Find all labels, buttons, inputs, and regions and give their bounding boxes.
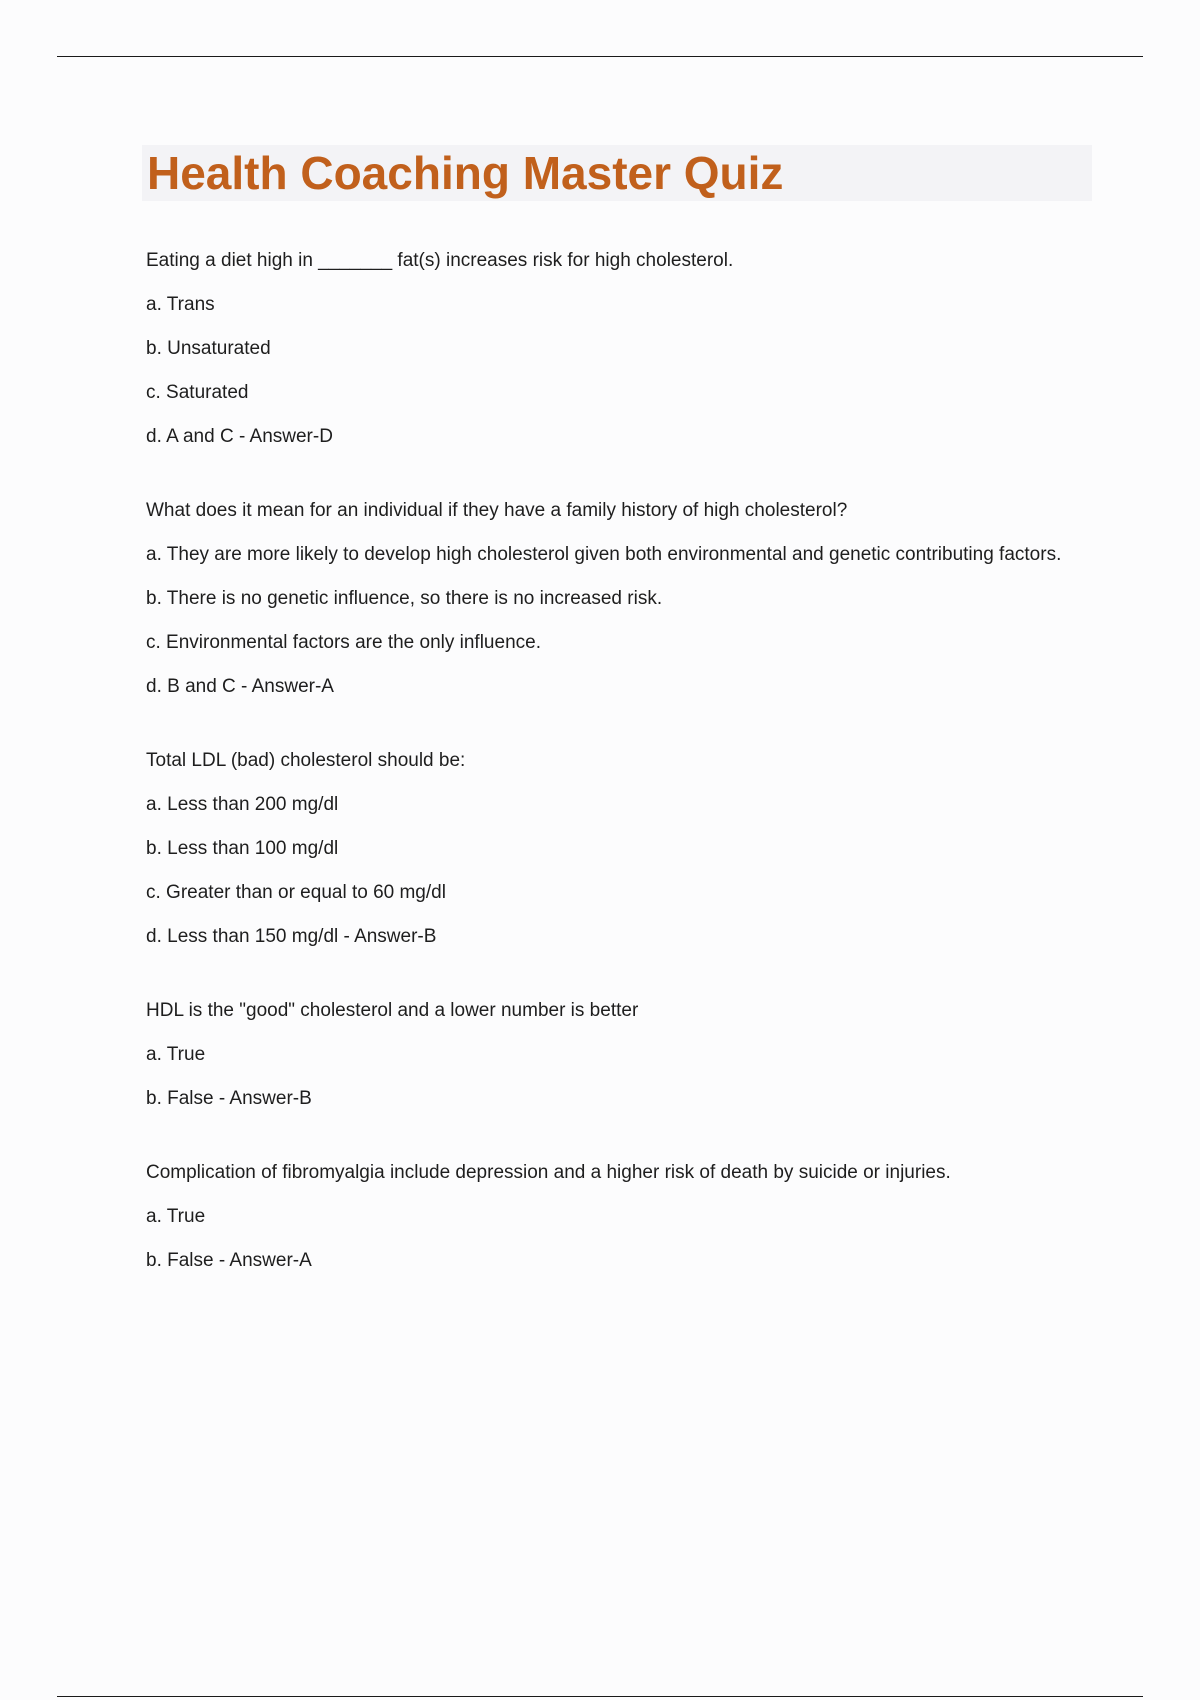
answer-option: b. Unsaturated	[146, 338, 271, 359]
document-title: Health Coaching Master Quiz	[147, 147, 784, 199]
question-block	[146, 1158, 1076, 1276]
answer-option: d. A and C - Answer-D	[146, 426, 333, 447]
top-divider	[57, 56, 1143, 57]
bottom-divider	[57, 1696, 1143, 1697]
answer-option: c. Saturated	[146, 382, 249, 403]
answer-option: b. False - Answer-A	[146, 1250, 312, 1271]
answer-option: b. There is no genetic influence, so there is no increased risk.	[146, 588, 663, 609]
quiz-content	[146, 246, 1076, 1320]
question-block	[146, 996, 1076, 1114]
answer-option: d. Less than 150 mg/dl - Answer-B	[146, 926, 437, 947]
answer-option: b. False - Answer-B	[146, 1088, 312, 1109]
question-text: Eating a diet high in _______ fat(s) increases risk for high cholesterol.	[146, 250, 734, 271]
answer-option: b. Less than 100 mg/dl	[146, 838, 339, 859]
answer-option: a. They are more likely to develop high cholesterol given both environmental and genetic contributing factors.	[146, 544, 1062, 565]
answer-option: c. Environmental factors are the only influence.	[146, 632, 541, 653]
question-block	[146, 746, 1076, 952]
answer-option: a. True	[146, 1044, 206, 1065]
answer-option: a. Less than 200 mg/dl	[146, 794, 339, 815]
question-block	[146, 246, 1076, 452]
question-text: Complication of fibromyalgia include depression and a higher risk of death by suicide or injuries.	[146, 1162, 951, 1183]
question-block	[146, 496, 1076, 702]
answer-option: d. B and C - Answer-A	[146, 676, 334, 697]
question-text: What does it mean for an individual if they have a family history of high cholesterol?	[146, 500, 848, 521]
answer-option: a. Trans	[146, 294, 215, 315]
question-text: HDL is the "good" cholesterol and a lower number is better	[146, 1000, 639, 1021]
answer-option: c. Greater than or equal to 60 mg/dl	[146, 882, 446, 903]
question-text: Total LDL (bad) cholesterol should be:	[146, 750, 466, 771]
answer-option: a. True	[146, 1206, 206, 1227]
